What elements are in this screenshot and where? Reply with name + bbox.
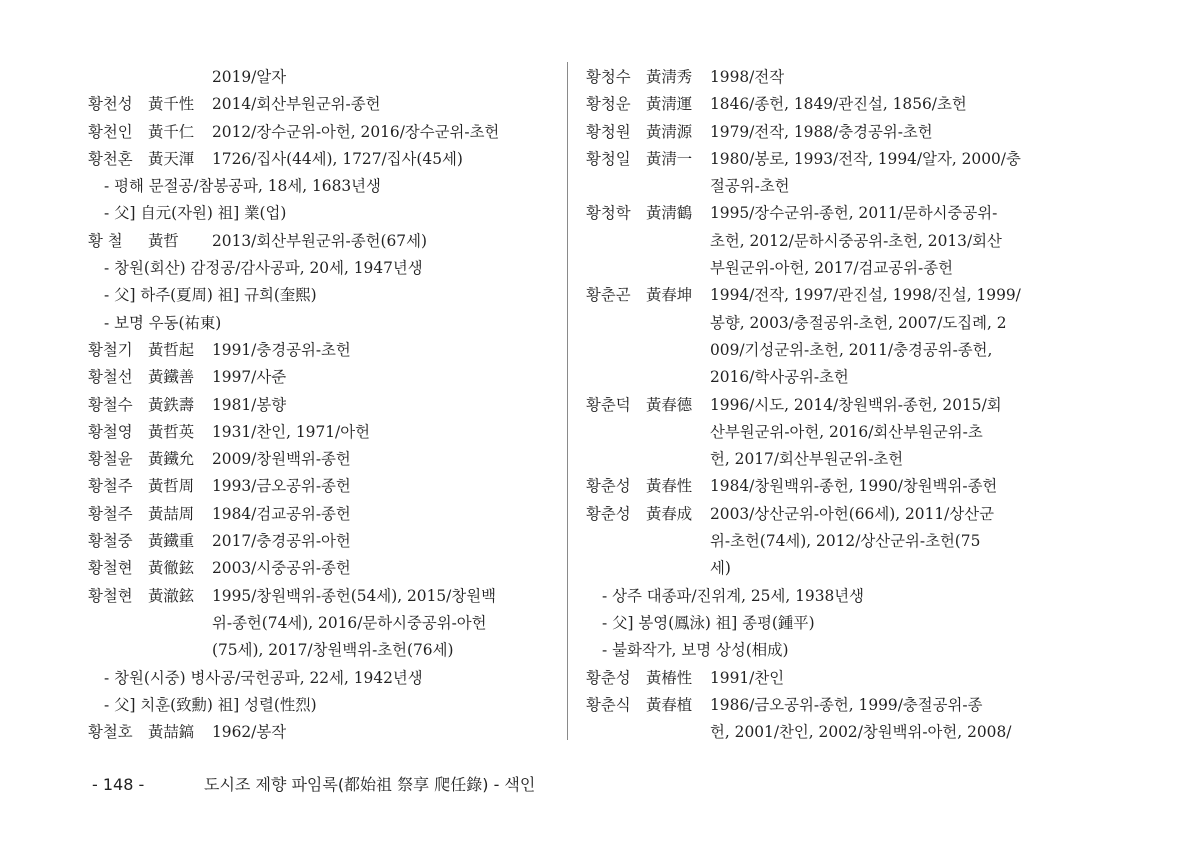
entry-hanja: 黃淸鶴: [646, 204, 693, 223]
entry-hanja: 黃千性: [148, 95, 195, 114]
entry-note: - 평해 문절공/참봉공파, 18세, 1683년생: [104, 177, 381, 196]
index-entry: [88, 392, 558, 419]
entry-records: 2012/장수군위-아헌, 2016/장수군위-초헌: [212, 122, 500, 141]
note-line: [88, 255, 558, 282]
index-entry: [586, 282, 1056, 309]
entry-records: 2013/회산부원군위-종헌(67세): [212, 231, 427, 250]
index-entry: [88, 419, 558, 446]
entry-records: 1991/찬인: [710, 668, 785, 687]
entry-hanja: 黃哲起: [148, 340, 195, 359]
continuation-line: [586, 555, 1056, 582]
index-entry: [586, 64, 1056, 91]
index-entry: [586, 146, 1056, 173]
entry-records: 1980/봉로, 1993/전작, 1994/알자, 2000/충: [710, 149, 1021, 168]
entry-note: - 창원(회산) 감정공/감사공파, 20세, 1947년생: [104, 259, 423, 278]
index-entry: [586, 91, 1056, 118]
entry-name: 황철중: [88, 532, 133, 551]
index-entry: [88, 501, 558, 528]
entry-hanja: 黃春成: [646, 504, 693, 523]
continuation-line: [88, 637, 558, 664]
entry-hanja: 黃淸運: [646, 95, 693, 114]
continuation-line: [586, 419, 1056, 446]
continuation-line: [586, 337, 1056, 364]
entry-hanja: 黃澈鉉: [148, 586, 195, 605]
continuation-line: [586, 364, 1056, 391]
continuation-line: [88, 610, 558, 637]
entry-continuation: 2016/학사공위-초헌: [710, 368, 849, 387]
entry-hanja: 黃淸秀: [646, 68, 693, 86]
entry-records: 1984/창원백위-종헌, 1990/창원백위-종헌: [710, 477, 998, 496]
note-line: [88, 200, 558, 227]
entry-records: 1846/종헌, 1849/관진설, 1856/초헌: [710, 95, 967, 114]
index-entry: [88, 555, 558, 582]
entry-name: 황춘성: [586, 504, 631, 523]
entry-hanja: 黃哲: [148, 231, 179, 250]
note-line: [88, 692, 558, 719]
entry-name: 황철현: [88, 559, 133, 578]
entry-hanja: 黃千仁: [148, 122, 195, 141]
entry-name: 황청운: [586, 95, 631, 114]
index-entry: [586, 200, 1056, 227]
page-number: - 148 -: [92, 775, 145, 794]
entry-records: 2009/창원백위-종헌: [212, 450, 351, 469]
index-entry: [586, 665, 1056, 692]
left-column: [88, 64, 558, 746]
continuation-line: [586, 446, 1056, 473]
index-entry: [88, 364, 558, 391]
entry-records: 1991/충경공위-초헌: [212, 340, 351, 359]
entry-note: - 父] 自元(자원) 祖] 業(업): [104, 204, 287, 223]
entry-records: 1962/봉작: [212, 723, 287, 742]
index-entry: [586, 501, 1056, 528]
note-line: [88, 310, 558, 337]
note-line: [586, 637, 1056, 664]
entry-records: 1996/시도, 2014/창원백위-종헌, 2015/회: [710, 395, 1002, 414]
entry-continuation: 봉향, 2003/충절공위-초헌, 2007/도집례, 2: [710, 313, 1007, 332]
entry-name: 황춘덕: [586, 395, 631, 414]
entry-continuation: 위-종헌(74세), 2016/문하시중공위-아헌: [212, 613, 487, 632]
entry-note: - 보명 우동(祐東): [104, 313, 222, 332]
index-entry: [88, 119, 558, 146]
entry-hanja: 黃鐵重: [148, 532, 195, 551]
entry-continuation: 009/기성군위-초헌, 2011/충경공위-종헌,: [710, 340, 993, 359]
entry-records: 1995/창원백위-종헌(54세), 2015/창원백: [212, 586, 496, 605]
entry-name: 황춘곤: [586, 286, 631, 305]
entry-records: 2017/충경공위-아헌: [212, 532, 351, 551]
entry-hanja: 黃春植: [646, 695, 693, 714]
entry-hanja: 黃椿性: [646, 668, 693, 687]
continuation-line: [586, 310, 1056, 337]
entry-hanja: 黃鐵善: [148, 368, 195, 387]
entry-note: - 父] 하주(夏周) 祖] 규희(奎熙): [104, 286, 317, 305]
index-entry: [586, 392, 1056, 419]
entry-name: 황철기: [88, 340, 133, 359]
entry-hanja: 黃淸源: [646, 122, 693, 141]
book-title: 도시조 제향 파임록(都始祖 祭享 爬任錄) - 색인: [204, 775, 536, 794]
continuation-line: [88, 64, 558, 91]
entry-records: 1998/전작: [710, 68, 785, 86]
entry-name: 황천혼: [88, 149, 133, 168]
entry-note: - 父] 봉영(鳳泳) 祖] 종평(鍾平): [602, 613, 815, 632]
note-line: [586, 610, 1056, 637]
entry-hanja: 黃春德: [646, 395, 693, 414]
entry-hanja: 黃鉄壽: [148, 395, 195, 414]
entry-records: 2003/상산군위-아헌(66세), 2011/상산군: [710, 504, 994, 523]
note-line: [586, 583, 1056, 610]
entry-records: 1993/금오공위-종헌: [212, 477, 351, 496]
note-line: [88, 665, 558, 692]
index-entry: [88, 719, 558, 746]
entry-continuation: 세): [710, 559, 731, 578]
entry-hanja: 黃喆周: [148, 504, 195, 523]
entry-hanja: 黃淸一: [646, 149, 693, 168]
continuation-line: [586, 255, 1056, 282]
entry-hanja: 黃天渾: [148, 149, 195, 168]
entry-name: 황춘식: [586, 695, 631, 714]
index-entry: [586, 473, 1056, 500]
index-entry: [88, 473, 558, 500]
entry-name: 황춘성: [586, 668, 631, 687]
entry-continuation: 2019/알자: [212, 68, 287, 86]
entry-name: 황천성: [88, 95, 133, 114]
continuation-line: [586, 528, 1056, 555]
index-entry: [88, 337, 558, 364]
index-entry: [586, 692, 1056, 719]
entry-records: 1997/사준: [212, 368, 287, 387]
entry-note: - 불화작가, 보명 상성(相成): [602, 641, 789, 660]
entry-records: 1931/찬인, 1971/아헌: [212, 422, 370, 441]
continuation-line: [586, 228, 1056, 255]
entry-name: 황청원: [586, 122, 631, 141]
entry-hanja: 黃哲英: [148, 422, 195, 441]
entry-records: 2014/회산부원군위-종헌: [212, 95, 381, 114]
entry-continuation: 헌, 2017/회산부원군위-초헌: [710, 450, 904, 469]
entry-records: 1995/장수군위-종헌, 2011/문하시중공위-: [710, 204, 998, 223]
continuation-line: [586, 719, 1056, 746]
entry-records: 1994/전작, 1997/관진설, 1998/진설, 1999/: [710, 286, 1021, 305]
entry-name: 황철선: [88, 368, 133, 387]
index-entry: [88, 583, 558, 610]
entry-continuation: 헌, 2001/찬인, 2002/창원백위-아헌, 2008/: [710, 723, 1012, 742]
note-line: [88, 173, 558, 200]
index-entry: [88, 146, 558, 173]
entry-name: 황철주: [88, 477, 133, 496]
entry-note: - 창원(시중) 병사공/국헌공파, 22세, 1942년생: [104, 668, 423, 687]
entry-name: 황청수: [586, 68, 631, 86]
entry-continuation: 부원군위-아헌, 2017/검교공위-종헌: [710, 259, 953, 278]
entry-records: 1726/집사(44세), 1727/집사(45세): [212, 149, 463, 168]
entry-continuation: 산부원군위-아헌, 2016/회산부원군위-초: [710, 422, 983, 441]
entry-name: 황철주: [88, 504, 133, 523]
entry-continuation: 절공위-초헌: [710, 177, 790, 196]
entry-name: 황 철: [88, 231, 123, 250]
entry-hanja: 黃春性: [646, 477, 693, 496]
index-entry: [88, 446, 558, 473]
entry-continuation: (75세), 2017/창원백위-초헌(76세): [212, 641, 454, 660]
entry-name: 황철현: [88, 586, 133, 605]
entry-records: 1979/전작, 1988/충경공위-초헌: [710, 122, 933, 141]
entry-records: 1984/검교공위-종헌: [212, 504, 351, 523]
continuation-line: [586, 173, 1056, 200]
entry-name: 황청일: [586, 149, 631, 168]
index-entry: [88, 91, 558, 118]
entry-continuation: 위-초헌(74세), 2012/상산군위-초헌(75: [710, 532, 981, 551]
entry-hanja: 黃春坤: [646, 286, 693, 305]
entry-hanja: 黃徹鉉: [148, 559, 195, 578]
entry-hanja: 黃喆鎬: [148, 723, 195, 742]
entry-name: 황청학: [586, 204, 631, 223]
column-divider: [567, 62, 568, 740]
entry-name: 황천인: [88, 122, 133, 141]
entry-name: 황철수: [88, 395, 133, 414]
entry-records: 1986/금오공위-종헌, 1999/충절공위-종: [710, 695, 983, 714]
note-line: [88, 282, 558, 309]
entry-continuation: 초헌, 2012/문하시중공위-초헌, 2013/회산: [710, 231, 1002, 250]
entry-records: 1981/봉향: [212, 395, 287, 414]
entry-name: 황철윤: [88, 450, 133, 469]
index-entry: [88, 228, 558, 255]
index-entry: [88, 528, 558, 555]
entry-hanja: 黃鐵允: [148, 450, 195, 469]
entry-records: 2003/시중공위-종헌: [212, 559, 351, 578]
entry-name: 황철영: [88, 422, 133, 441]
entry-name: 황철호: [88, 723, 133, 742]
right-column: [586, 64, 1056, 746]
entry-name: 황춘성: [586, 477, 631, 496]
index-entry: [586, 119, 1056, 146]
entry-hanja: 黃哲周: [148, 477, 195, 496]
entry-note: - 父] 치훈(致勳) 祖] 성렬(性烈): [104, 695, 317, 714]
entry-note: - 상주 대종파/진위계, 25세, 1938년생: [602, 586, 865, 605]
